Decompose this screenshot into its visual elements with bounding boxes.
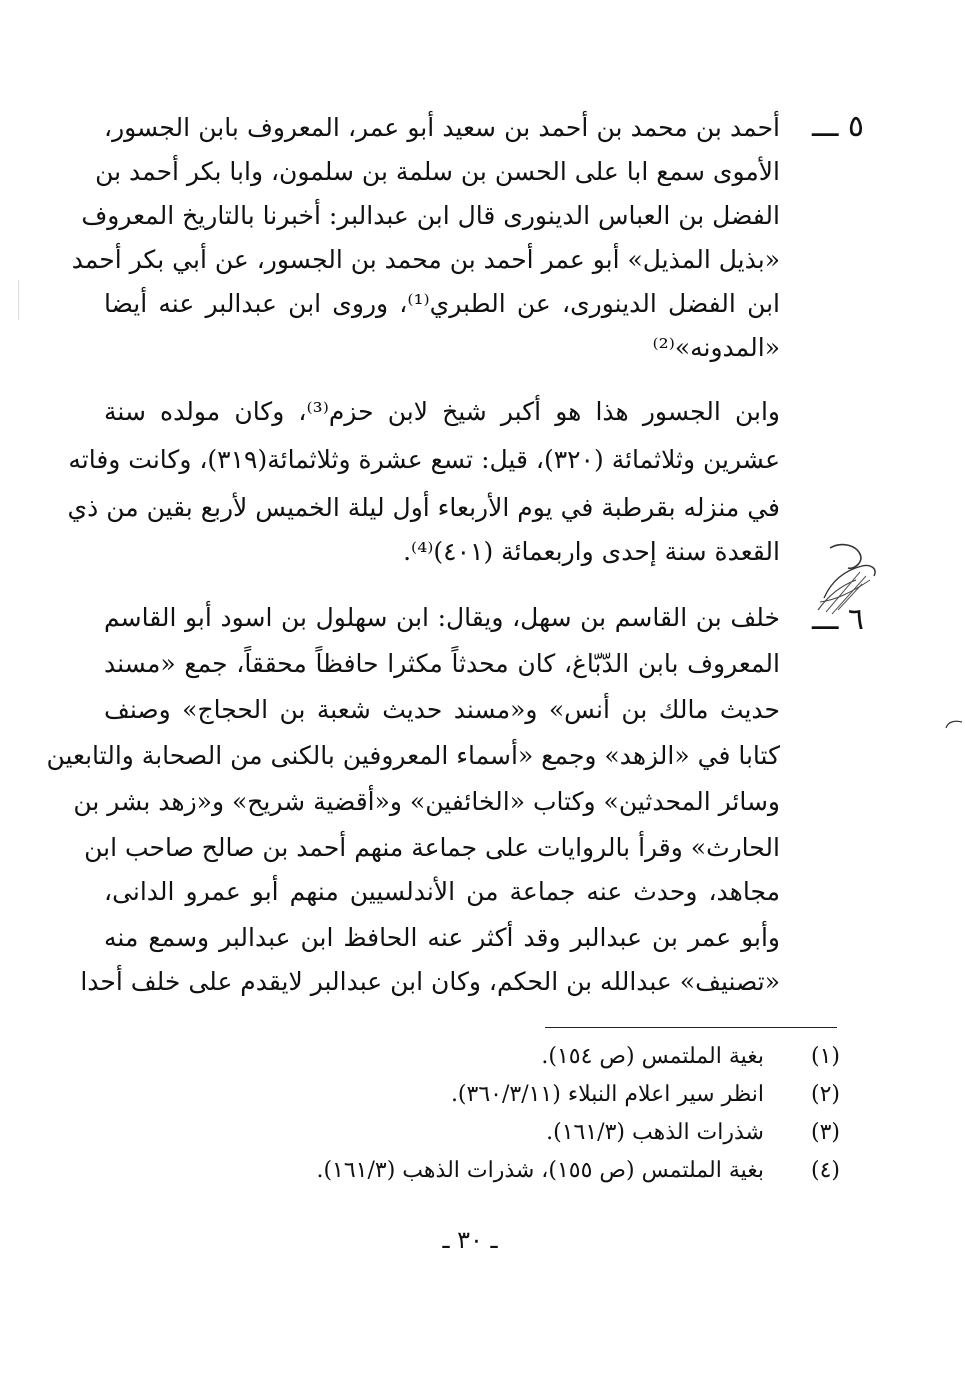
text-line: الفضل بن العباس الدينورى قال ابن عبدالبر: أخبرنا بالتاريخ المعروف <box>81 201 780 230</box>
text-line: الحارث» وقرأ بالروايات على جماعة منهم أحمد بن صالح صاحب ابن <box>84 833 780 862</box>
footnote-text: بغية الملتمس (ص ١٥٥)، شذرات الذهب (١٦١/٣). <box>316 1158 764 1183</box>
text-line: خلف بن القاسم بن سهل، ويقال: ابن سهلول بن اسود أبو القاسم <box>104 603 780 632</box>
scan-artifact <box>18 280 19 320</box>
footnote-number: (٣) <box>810 1120 840 1145</box>
text-line: في منزله بقرطبة في يوم الأربعاء أول ليلة الخميس لأربع بقين من ذي <box>67 493 780 522</box>
footnote-number: (٢) <box>810 1082 840 1107</box>
footnote-number: (٤) <box>810 1158 840 1183</box>
text-line: وأبو عمر بن عبدالبر وقد أكثر عنه الحافظ ابن عبدالبر وسمع منه <box>104 923 780 952</box>
footnote-text: بغية الملتمس (ص ١٥٤). <box>541 1044 764 1069</box>
text-line: المعروف بابن الدّبّاغ، كان محدثاً مكثرا حافظاً محققاً، جمع «مسند <box>104 649 780 678</box>
text-line: كتابا في «الزهد» وجمع «أسماء المعروفين بالكنى من الصحابة والتابعين <box>46 741 780 770</box>
text-line: «تصنيف» عبدالله بن الحكم، وكان ابن عبدالبر لايقدم على خلف أحدا <box>80 967 780 996</box>
text-line: «بذيل المذيل» أبو عمر أحمد بن محمد بن الجسور، عن أبي بكر أحمد <box>71 245 780 274</box>
footnote-item <box>270 1076 840 1114</box>
text-line: أحمد بن محمد بن أحمد بن سعيد أبو عمر، المعروف بابن الجسور، <box>104 113 780 142</box>
text-line: مجاهد، وحدث عنه جماعة من الأندلسيين منهم أبو عمرو الدانى، <box>104 877 780 906</box>
footnote-separator <box>545 1027 837 1028</box>
footnote-number: (١) <box>810 1044 840 1069</box>
text-line: وسائر المحدثين» وكتاب «الخائفين» و«أقضية شريح» و«زهد بشر بن <box>73 787 780 816</box>
text-line: «المدونه»⁽²⁾ <box>652 333 780 362</box>
margin-mark-icon <box>944 718 964 738</box>
footnote-text: انظر سير اعلام النبلاء (٣٦٠/٣/١١). <box>450 1082 764 1107</box>
page-number: ـ ٣٠ ـ <box>442 1226 498 1254</box>
footnote-item <box>270 1038 840 1076</box>
text-line: الأموى سمع ابا على الحسن بن سلمة بن سلمون، وابا بكر أحمد بن <box>95 157 780 186</box>
entry-number-6: ٦ ـــ <box>812 602 865 637</box>
text-line: ابن الفضل الدينورى، عن الطبري⁽¹⁾، وروى ابن عبدالبر عنه أيضا <box>104 289 781 318</box>
text-line: حديث مالك بن أنس» و«مسند حديث شعبة بن الحجاج» وصنف <box>104 695 780 724</box>
text-line: القعدة سنة إحدى واربعمائة (٤٠١)⁽⁴⁾. <box>403 537 780 566</box>
footnote-item <box>270 1152 840 1190</box>
text-line: عشرين وثلاثمائة (٣٢٠)، قيل: تسع عشرة وثلاثمائة(٣١٩)، وكانت وفاته <box>68 445 780 474</box>
text-line: وابن الجسور هذا هو أكبر شيخ لابن حزم⁽³⁾، وكان مولده سنة <box>104 397 781 426</box>
footnote-item <box>270 1114 840 1152</box>
footnote-text: شذرات الذهب (١٦١/٣). <box>546 1120 764 1145</box>
entry-number-5: ٥ ـــ <box>812 109 865 144</box>
